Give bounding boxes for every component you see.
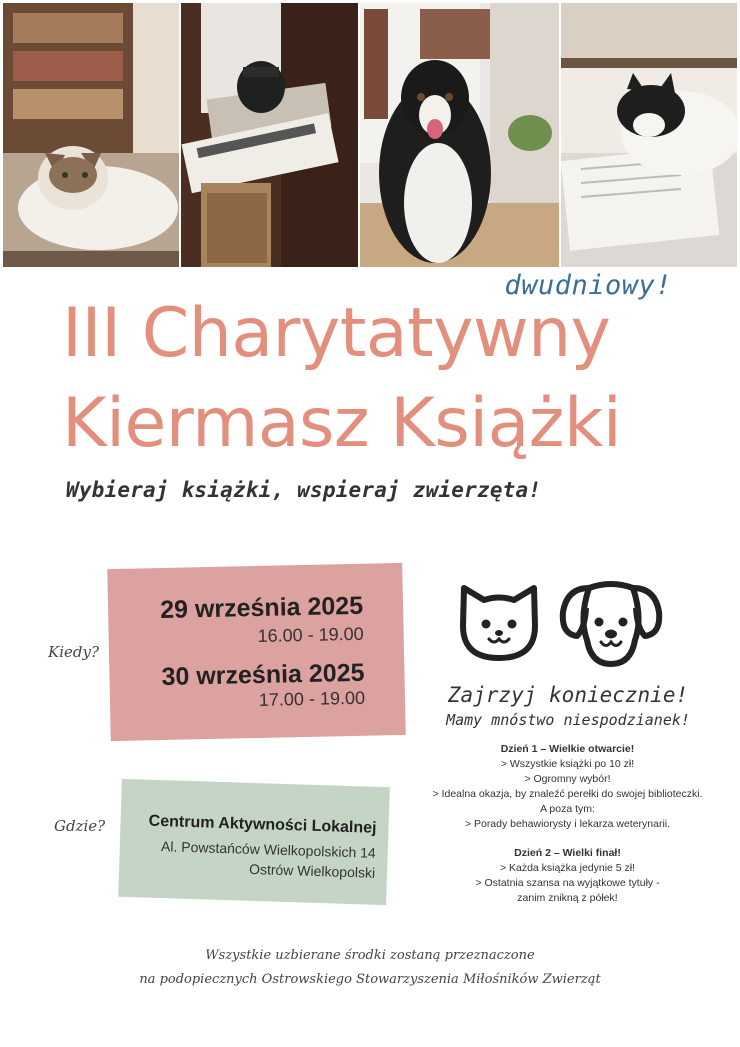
cat-photo (3, 3, 179, 267)
day-1-item: > Idealna okazja, by znaleźć perełki do swojej biblioteczki. (432, 788, 703, 800)
day-1-item: > Wszystkie książki po 10 zł! (500, 758, 635, 770)
cat-face-icon (456, 578, 542, 662)
venue-box (118, 779, 390, 905)
date-2: 30 września 2025 (161, 658, 365, 691)
where-label: Gdzie? (54, 817, 106, 835)
footer-line-2: na podopiecznych Ostrowskiego Stowarzyszenia Miłośników Zwierząt (139, 972, 601, 987)
time-1: 16.00 - 19.00 (257, 623, 364, 646)
event-program (405, 742, 730, 906)
tagline: Wybieraj książki, wspieraj zwierzęta! (66, 478, 542, 502)
photo-strip (3, 3, 737, 267)
also-item: > Porady behawiorysty i lekarza weterynarii. (464, 818, 671, 830)
venue-street: Al. Powstańców Wielkopolskich 14 (160, 838, 376, 861)
sleeping-cat-photo (561, 3, 737, 267)
dates-box (107, 563, 406, 741)
two-day-accent: dwudniowy! (504, 270, 672, 301)
title-line-2: Kiermasz Książki (62, 384, 622, 463)
title-line-1: III Charytatywny (62, 294, 611, 373)
venue-name: Centrum Aktywności Lokalnej (148, 812, 377, 837)
dog-face-icon (559, 578, 663, 670)
promo-subline: Mamy mnóstwo niespodzianek! (446, 711, 690, 729)
dog-photo (360, 3, 559, 267)
date-1: 29 września 2025 (159, 591, 364, 625)
when-label: Kiedy? (48, 643, 99, 661)
promo-headline: Zajrzyj koniecznie! (447, 683, 689, 707)
day-1-item: > Ogromny wybór! (524, 773, 611, 785)
footer-line-1: Wszystkie uzbierane środki zostaną przeznaczone (205, 948, 535, 963)
day-1-heading: Dzień 1 – Wielkie otwarcie! (500, 743, 635, 755)
day-2-item: zanim znikną z półek! (517, 892, 618, 904)
day-2-item: > Każda książka jedynie 5 zł! (499, 862, 636, 874)
time-2: 17.00 - 19.00 (258, 687, 366, 710)
books-mug-photo (181, 3, 358, 267)
day-2-heading: Dzień 2 – Wielki finał! (514, 847, 621, 859)
day-2-item: > Ostatnia szansa na wyjątkowe tytuły - (475, 877, 660, 889)
venue-city: Ostrów Wielkopolski (248, 860, 376, 881)
also-label: A poza tym: (540, 803, 595, 815)
